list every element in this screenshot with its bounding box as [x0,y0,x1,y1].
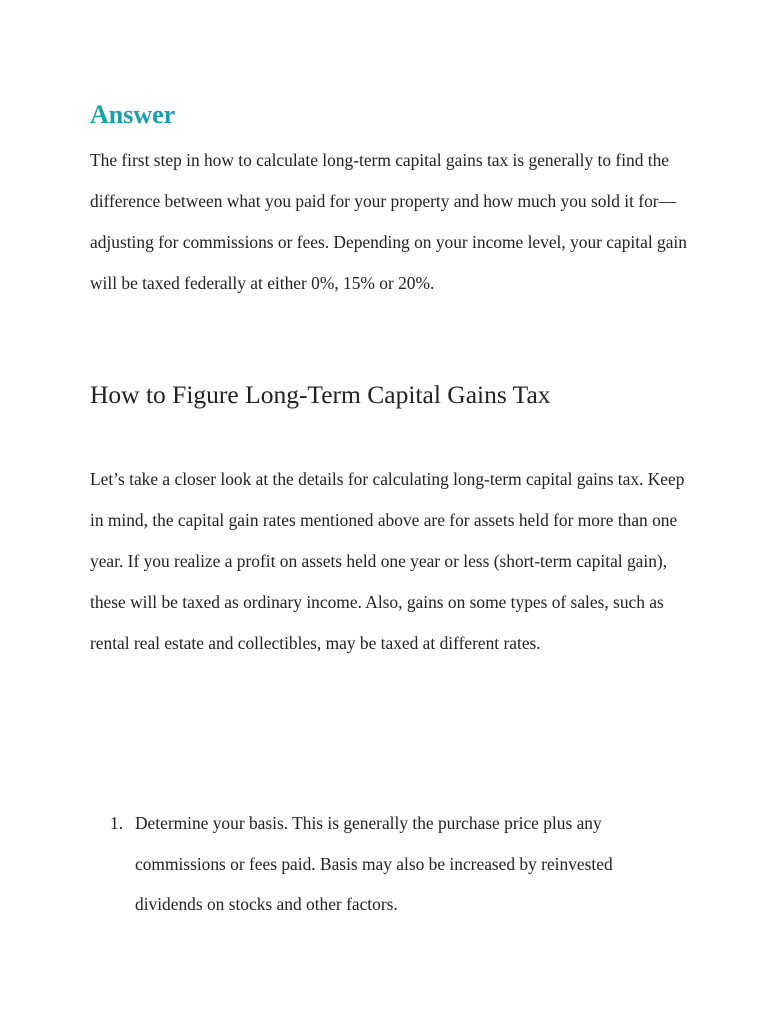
answer-heading: Answer [90,100,176,129]
step-number: 1. [110,813,124,833]
list-item [0,803,768,925]
step-text: Determine your basis. This is generally the purchase price plus any commissions or fees paid. Basis may also be increased by reinvested dividends on stocks and other factors. [135,813,613,914]
section-paragraph: Let’s take a closer look at the details for calculating long-term capital gains tax. Keep in mind, the capital gain rates mentioned above are for assets held for more than one year. If you realize a profit on assets held one year or less (short-term capital gain), these will be taxed as ordinary income. Also, gains on some types of sales, such as rental real estate and collectibles, may be taxed at different rates. [90,469,685,653]
steps-list [0,803,768,925]
answer-paragraph: The first step in how to calculate long-term capital gains tax is generally to find the difference between what you paid for your property and how much you sold it for—adjusting for commissions or fees. Depending on your income level, your capital gain will be taxed federally at either 0%, 15% or 20%. [90,150,687,293]
section-heading: How to Figure Long-Term Capital Gains Tax [90,380,551,409]
